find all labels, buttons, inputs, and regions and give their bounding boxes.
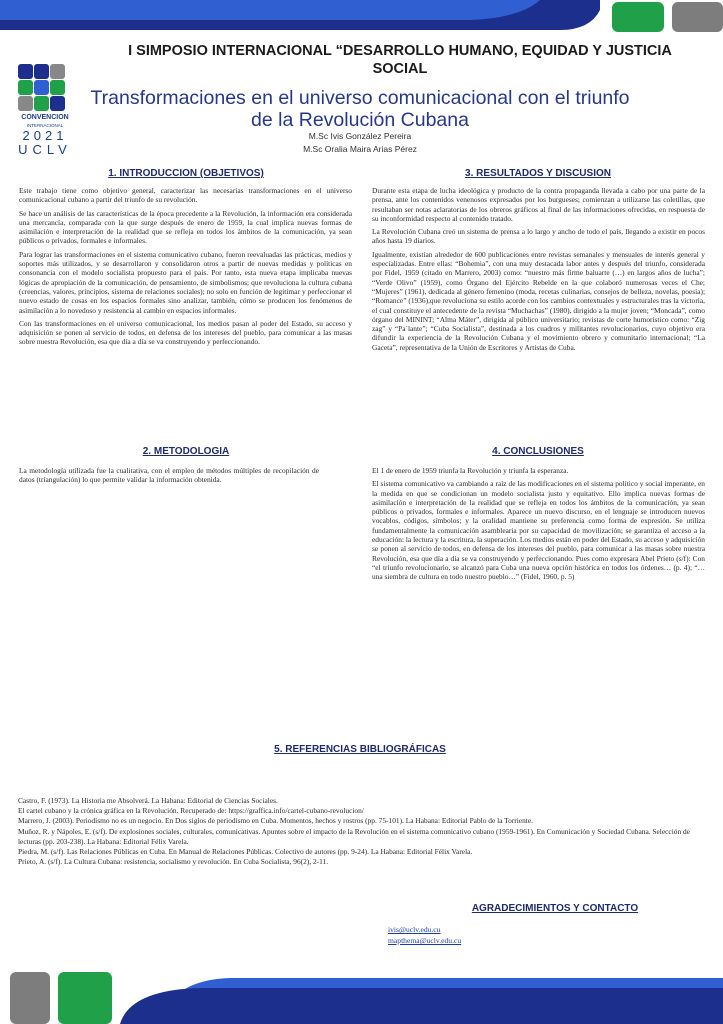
references-list xyxy=(18,796,706,867)
intro-paragraph: Con las transformaciones en el universo comunicacional, los medios pasan al poder del Estado, su acceso y adquisición se ponen al servicio de todos, en defensa de los intereses del pueblo, para comunicar a las masas sobre nuestra Revolución, esa que día a día se va construyendo y perfeccionando. xyxy=(19,318,352,347)
logo-year: 2021 xyxy=(22,128,68,143)
reference-item: Muñoz, R. y Nápoles, E. (s/f). De explosiones sociales, culturales, comunicativas. Apuntes sobre el impacto de la Revolución en el sistema comunicativo cubano (1959-1961). En Comunicación y Sociedad Cubana. Selección de lecturas (pp. 203-238). La Habana: Editorial Félix Varela. xyxy=(18,826,690,846)
logo-org: UCLV xyxy=(18,142,72,157)
method-paragraph: La metodología utilizada fue la cualitativa, con el empleo de métodos múltiples de recopilación de datos (triangulación) lo que permite validar la información obtenida. xyxy=(19,466,319,485)
email-link[interactable]: ivis@uclv.edu.cu xyxy=(388,925,441,934)
reference-item: El cartel cubano y la crónica gráfica en la Revolución. Recuperado de: https://graffica.info/cartel-cubano-revolucion/ xyxy=(18,806,364,816)
header-green-square xyxy=(612,2,664,32)
logo-tile xyxy=(18,96,33,111)
method-heading: 2. METODOLOGIA xyxy=(142,446,230,457)
logo-tile xyxy=(34,64,49,79)
contact-heading: AGRADECIMIENTOS Y CONTACTO xyxy=(471,903,639,914)
footer-banner xyxy=(0,970,723,1024)
method-body xyxy=(19,466,319,489)
logo-tile xyxy=(18,64,33,79)
logo-convencion: CONVENCION xyxy=(21,114,69,121)
conclusions-body xyxy=(372,466,705,586)
logo-tile xyxy=(50,96,65,111)
results-paragraph: La Revolución Cubana creó un sistema de prensa a lo largo y ancho de todo el país, llegando a existir en pocos años hasta 19 diarios. xyxy=(372,227,705,246)
contact-emails xyxy=(388,924,588,946)
reference-item: Castro, F. (1973). La Historia me Absolverá. La Habana: Editorial de Ciencias Sociales. xyxy=(18,796,278,805)
intro-paragraph: Se hace un análisis de las características de la época precedente a la Revolución, la información era considerada una mercancía, comparada con la que surge después de enero de 1959, la cual implica nuevas formas de asimilación e interpretación de la realidad que se refleja en todos los ámbitos de la comunicación, ya sean públicos o privados, formales e informales. xyxy=(19,208,352,246)
intro-body xyxy=(19,186,352,351)
poster-title: Transformaciones en el universo comunicacional con el triunfo de la Revolución Cubana xyxy=(90,87,630,131)
conclusions-heading: 4. CONCLUSIONES xyxy=(492,446,584,457)
logo-tile xyxy=(34,80,49,95)
conclusions-paragraph: El sistema comunicativo va cambiando a raíz de las modificaciones en el sistema político y social imperante, en la medida en que se condicionan un modelo socialista justo y equitativo. Ello implica nuevas formas de asimilación e interpretación de la realidad que se refleja en todos los ámbitos de la comunicación, ya sean públicos o privados, formales e informales. Aparece un nuevo discurso, en el lenguaje se introducen nuevos vocablos, códigos, símbolos; y la oralidad mantiene su preferencia como forma de expresión. Se utiliza fundamentalmente la comunicación asamblearia por su capacidad de movilización; se garantiza el acceso a la educación: la lectura y la escritura, la superación. Los medios están en poder del Estado, su acceso y adquisición se ponen al servicio de todos, en defensa de los intereses del pueblo, para comunicar a las masas sobre nuestra Revolución, esa que día a día se va construyendo y perfeccionando. Pues como expresara Abel Prieto (s/f): Con “el triunfo revolucionario, se alcanzó para Cuba una nueva opción histórica en todos los órdenes… (p. 4); “… una siembra de cultura en todo nuestro pueblo…” (Fidel, 1960, p. 5) xyxy=(372,479,705,582)
intro-heading: 1. INTRODUCCION (OBJETIVOS) xyxy=(108,168,264,179)
intro-paragraph: Para lograr las transformaciones en el sistema comunicativo cubano, fueron reevaluadas las prácticas, medios y soportes más utilizados, y se desarrollaron y consolidaron otros a partir de nuevas medidas y políticas en consonancia con el modelo socialista propuesto para el país. Por tanto, esta nueva etapa implicaba nuevas lógicas de apropiación de la comunicación, de pensamiento, de simbolismos; que revoluciona la cultura cubana (creencias, valores, principios, sistema de relaciones sociales); no solo en función de legitimar y perfeccionar el nuevo estado de cosas en los espacios formales sino analizar, también, cómo se producen los fenómenos de asimilación a lo novedoso y resistencia al cambio en espacios informales. xyxy=(19,249,352,315)
logo-tile xyxy=(18,80,33,95)
header-blue-band xyxy=(0,0,540,20)
footer-green-square xyxy=(58,972,112,1024)
logo-tile xyxy=(50,64,65,79)
email-link[interactable]: mapthema@uclv.edu.cu xyxy=(388,936,462,945)
footer-navy-band xyxy=(120,988,723,1024)
convention-logo xyxy=(18,64,66,112)
intro-paragraph: Este trabajo tiene como objetivo general, caracterizar las necesarias transformaciones en el universo comunicacional cubano a partir del triunfo de su revolución. xyxy=(19,186,352,205)
results-body xyxy=(372,186,705,356)
results-paragraph: Igualmente, existían alrededor de 600 publicaciones entre revistas semanales y mensuales de interés general y especializadas. Entre ellas: “Bohemia”, con una muy destacada labor antes y después del triunfo, considerada por Fidel, 1959 (citado en Marrero, 2003) como: “nuestro más firme baluarte (…) en largos años de lucha”; “Verde Olivo” (1959), como Órgano del Ejército Rebelde en la que colaboró numerosas veces el Che; “Mujeres” (1961), dedicada al género femenino (moda, recetas culinarias, consejos de belleza, novelas, poesía); “Romance” (1936),que revoluciona su estilo acorde con los cambios contextuales y estructurales tras la victoria, el cual constituye el antecedente de la revista “Muchachas” (1980), dirigido a la mujer joven; “Moncada”, como órgano del MININT; “Alma Máter”, dirigida al público universitario; revistas de corte humorístico como: “Zig zag” y “Pa´lante”; “Cuba Socialista”, destinada a los cuadros y militantes revolucionarios, cuyo objetivo era difundir la experiencia de la Revolución Cubana y el movimiento obrero y comunitario internacional; “La Gaceta”, representativa de la Unión de Escritores y Artistas de Cuba. xyxy=(372,249,705,352)
reference-item: Prieto, A. (s/f). La Cultura Cubana: resistencia, socialismo y revolución. En Cuba Socialista, 96(2), 2-11. xyxy=(18,857,329,867)
author-name: M.Sc Ivis González Pereira xyxy=(308,131,412,141)
logo-tile xyxy=(50,80,65,95)
logo-tile xyxy=(34,96,49,111)
header-gray-square xyxy=(672,2,723,32)
references-heading: 5. REFERENCIAS BIBLIOGRÁFICAS xyxy=(274,744,446,755)
results-paragraph: Durante esta etapa de lucha ideológica y producto de la contra propaganda llevada a cabo por una parte de la prensa, ante los contenidos venenosos expresados por los burgueses; comienzan a utilizarse las coletillas, que resultaban ser notas aclaratorias de los obreros gráficos al final de las informaciones ofrecidas, en respuesta de su inconformidad respecto al contenido tratado. xyxy=(372,186,705,223)
author-name: M.Sc Oralia Maira Arias Pérez xyxy=(303,144,417,154)
conclusions-paragraph: El 1 de enero de 1959 triunfa la Revolución y triunfa la esperanza. xyxy=(372,466,569,475)
footer-gray-square xyxy=(10,972,50,1024)
symposium-title: I SIMPOSIO INTERNACIONAL “DESARROLLO HUMANO, EQUIDAD Y JUSTICIA SOCIAL xyxy=(128,43,672,77)
results-heading: 3. RESULTADOS Y DISCUSION xyxy=(465,168,611,179)
reference-item: Piedra, M. (s/f). Las Relaciones Públicas en Cuba. En Manual de Relaciones Públicas. Colectivo de autores (pp. 9-24). La Habana: Editorial Félix Varela. xyxy=(18,847,473,857)
logo-internacional: INTERNACIONAL xyxy=(26,123,64,128)
reference-item: Marrero, J. (2003). Periodismo no es un negocio. En Dos siglos de periodismo en Cuba. Momentos, hechos y rostros (pp. 75-101). La Habana: Editorial Pablo de la Torriente. xyxy=(18,816,533,826)
header-banner xyxy=(0,0,723,34)
